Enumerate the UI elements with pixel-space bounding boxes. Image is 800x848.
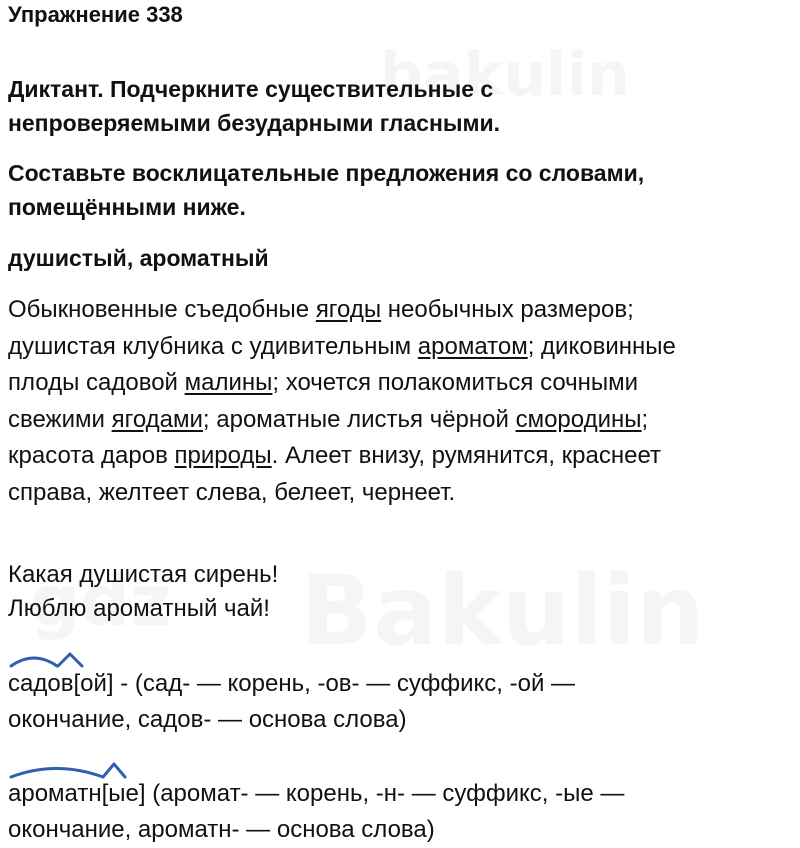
task-words: душистый, ароматный xyxy=(8,245,269,271)
morph-line: окончание, садов- — основа слова) xyxy=(8,706,407,733)
task-line: Составьте восклицательные предложения со словами, xyxy=(8,160,645,186)
morph-line: окончание, ароматн- — основа слова) xyxy=(8,816,435,843)
underlined-noun: малины xyxy=(184,369,273,396)
underlined-noun: смородины xyxy=(515,405,642,433)
morph-line: садов[ой] - (сад- — корень, -ов- — суффикс, -ой — xyxy=(8,670,576,697)
text-run: ; xyxy=(641,405,649,433)
suffix-mark xyxy=(58,654,82,666)
example-sentence: Люблю ароматный чай! xyxy=(8,595,270,622)
task-line: помещёнными ниже. xyxy=(8,194,246,220)
text-run: ; ароматные листья чёрной xyxy=(202,405,516,433)
dictation-text xyxy=(8,292,800,511)
task-instruction-2 xyxy=(8,156,798,224)
text-run: свежими xyxy=(8,405,112,433)
text-run: красота даров xyxy=(8,442,175,469)
text-run: справа, желтеет слева, белеет, чернеет. xyxy=(8,478,456,506)
text-run: ; хочется полакомиться сочными xyxy=(272,369,639,396)
morphology-sadov xyxy=(8,666,798,738)
morphology-aromatn xyxy=(8,776,798,848)
text-run: плоды садовой xyxy=(8,369,185,396)
task-line: Диктант. Подчеркните существительные с xyxy=(8,76,494,102)
root-arc xyxy=(11,658,57,666)
underlined-noun: ягоды xyxy=(315,296,382,323)
text-run: Обыкновенные съедобные xyxy=(8,296,316,323)
text-run: ; диковинные xyxy=(527,332,676,360)
text-run: необычных размеров; xyxy=(381,296,634,323)
exercise-title: Упражнение 338 xyxy=(8,2,183,27)
underlined-noun: природы xyxy=(174,442,272,469)
underlined-noun: ягодами xyxy=(111,405,203,433)
underlined-noun: ароматом xyxy=(417,332,528,360)
morph-line: ароматн[ые] (аромат- — корень, -н- — суффикс, -ые — xyxy=(8,780,625,807)
watermark xyxy=(300,555,704,667)
task-line: непроверяемыми безударными гласными. xyxy=(8,110,501,136)
text-run: душистая клубника с удивительным xyxy=(8,332,418,360)
task-instruction xyxy=(8,72,798,140)
text-run: . Алеет внизу, румянится, краснеет xyxy=(271,442,662,469)
example-sentence: Какая душистая сирень! xyxy=(8,561,279,588)
